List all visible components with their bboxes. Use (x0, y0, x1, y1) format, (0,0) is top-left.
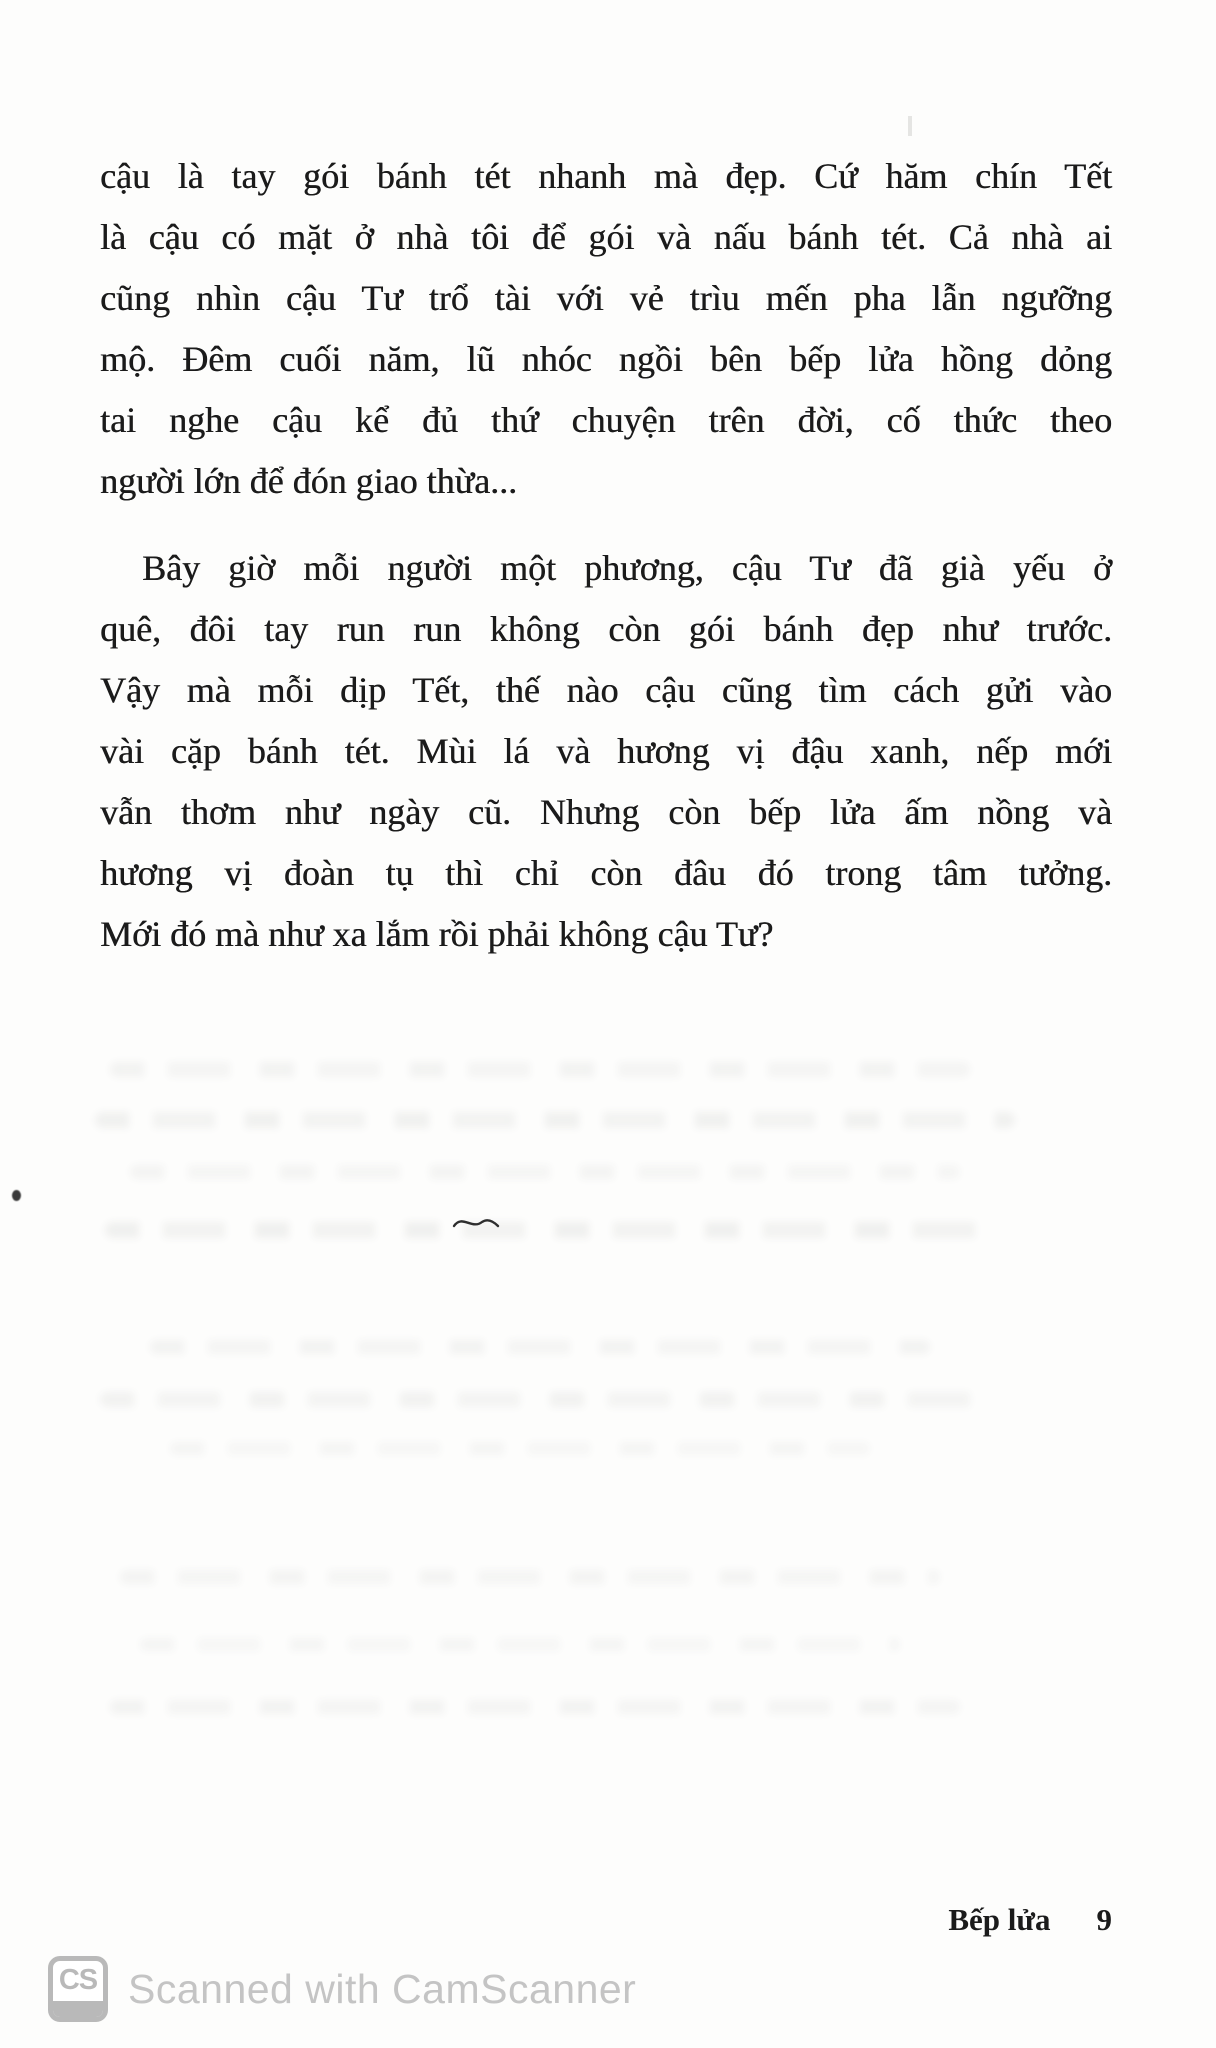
camscanner-logo-icon (48, 1956, 108, 2022)
pen-squiggle (452, 1212, 500, 1234)
running-title: Bếp lửa (948, 1902, 1051, 1937)
paragraph-second (100, 538, 1112, 965)
text-line: cậu là tay gói bánh tét nhanh mà đẹp. Cứ hăm chín Tết (100, 156, 1112, 196)
scan-smudge (120, 1570, 940, 1584)
scan-smudge (140, 1638, 900, 1651)
text-line: quê, đôi tay run run không còn gói bánh đẹp như trước. (100, 609, 1112, 649)
scan-smudge (150, 1340, 930, 1354)
text-line: hương vị đoàn tụ thì chỉ còn đâu đó trong tâm tưởng. (100, 853, 1112, 893)
text-line: tai nghe cậu kể đủ thứ chuyện trên đời, cố thức theo (100, 400, 1112, 440)
paragraph-continued (100, 146, 1112, 512)
text-line: Vậy mà mỗi dịp Tết, thế nào cậu cũng tìm cách gửi vào (100, 670, 1112, 710)
scan-edge-mark (908, 116, 912, 136)
text-line: mộ. Đêm cuối năm, lũ nhóc ngồi bên bếp lửa hồng dỏng (100, 339, 1112, 379)
camscanner-label: Scanned with CamScanner (128, 1965, 637, 2012)
scan-smudge (110, 1700, 960, 1714)
text-line: vài cặp bánh tét. Mùi lá và hương vị đậu xanh, nếp mới (100, 731, 1112, 771)
camscanner-logo-letters: CS (58, 1964, 98, 1996)
camscanner-watermark (48, 1956, 636, 2022)
page-footer (948, 1902, 1112, 1938)
ink-speck (12, 1190, 21, 1201)
scan-smudge (130, 1165, 960, 1179)
text-line: người lớn để đón giao thừa... (100, 461, 518, 501)
text-line: cũng nhìn cậu Tư trổ tài với vẻ trìu mến pha lẫn ngưỡng (100, 278, 1112, 318)
text-line: vẫn thơm như ngày cũ. Nhưng còn bếp lửa ấm nồng và (100, 792, 1112, 832)
scan-smudge (110, 1062, 970, 1077)
scan-smudge (95, 1112, 1015, 1128)
scan-smudge (100, 1392, 980, 1407)
text-line: Mới đó mà như xa lắm rồi phải không cậu Tư? (100, 914, 774, 954)
camscanner-logo-band (53, 2001, 103, 2017)
scan-smudge (105, 1222, 1005, 1238)
text-line: là cậu có mặt ở nhà tôi để gói và nấu bánh tét. Cả nhà ai (100, 217, 1112, 257)
scan-smudge (170, 1442, 870, 1455)
page-number: 9 (1096, 1902, 1112, 1937)
text-line: Bây giờ mỗi người một phương, cậu Tư đã già yếu ở (142, 548, 1112, 588)
body-text (100, 146, 1112, 965)
